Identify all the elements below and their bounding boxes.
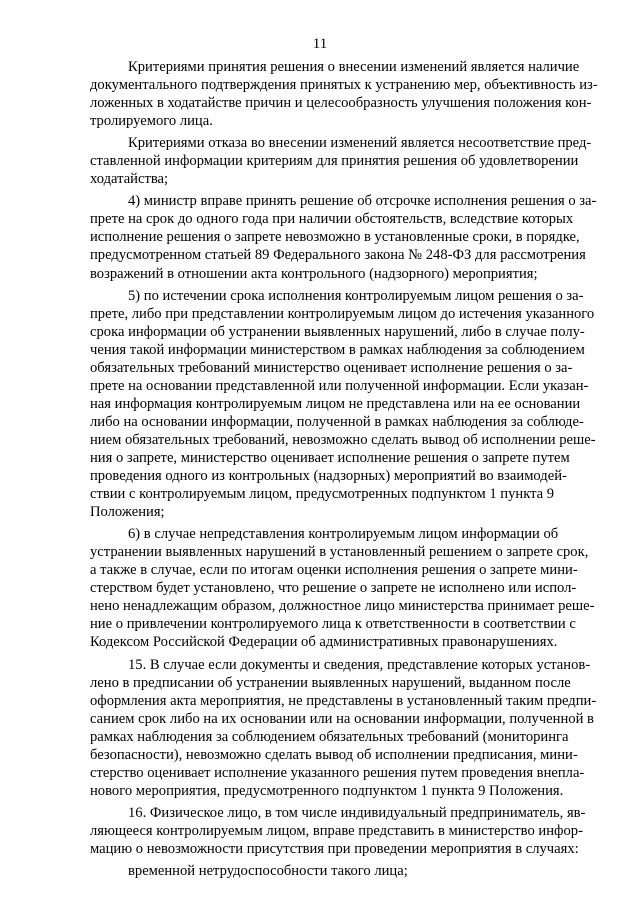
page-number: 11 [312, 36, 328, 52]
document-body [90, 58, 608, 880]
paragraph-clause-16: 16. Физическое лицо, в том числе индивидуальный предприниматель, яв- ляющееся контролируемым лицом, вправе представить в министерство инфор- мацию о невозможности присутствия при проведении мероприятия в случаях: [90, 804, 586, 857]
paragraph-item-4: 4) министр вправе принять решение об отсрочке исполнения решения о за- прете на срок до одного года при наличии обстоятельств, вследствие которых исполнение решения о запрете невозможно в установленные сроки, в порядке, предусмотренном статьей 89 Федерального закона № 248-ФЗ для рассмотрения возражений в отношении акта контрольного (надзорного) мероприятия; [90, 193, 597, 282]
paragraph-item-5: 5) по истечении срока исполнения контролируемым лицом решения о за- прете, либо при представлении контролируемым лицом до истечения указанного срока информации об устранении выявленных нарушений, либо в случае полу- чения такой информации министерством в рамках наблюдения за соблюдением обязательных требований министерство оценивает исполнение решения о за- прете на основании представленной или полученной информации. Если указан- ная информация контролируемым лицом не представлена или на ее основании либо на основании информации, полученной в рамках наблюдения за соблюде- нием обязательных требований, невозможно сделать вывод об исполнении реше- ния о запрете, министерство оценивает исполнение решения о запрете путем проведения одного из контрольных (надзорных) мероприятий во взаимодей- ствии с контролируемым лицом, предусмотренных подпунктом 1 пункта 9 Положения; [90, 287, 596, 521]
paragraph-criteria-accept: Критериями принятия решения о внесении изменений является наличие документального подтверждения принятых к устранению мер, объективность из- ложенных в ходатайстве причин и целесообразность улучшения положения кон- тролируемого лица. [90, 59, 598, 130]
paragraph-temporary-disability: временной нетрудоспособности такого лица; [128, 863, 408, 880]
paragraph-clause-15: 15. В случае если документы и сведения, представление которых установ- лено в предписании об устранении выявленных нарушений, выданном после оформления акта мероприятия, не представлены в установленный таким предпи- санием срок либо на их основании или на основании информации, полученной в рамках наблюдения за соблюдением обязательных требований (мониторинга безопасности), невозможно сделать вывод об исполнении предписания, мини- стерство оценивает исполнение указанного решения путем проведения внепла- нового мероприятия, предусмотренного подпунктом 1 пункта 9 Положения. [90, 656, 597, 799]
paragraph-criteria-refuse: Критериями отказа во внесении изменений является несоответствие пред- ставленной информации критериям для принятия решения об удовлетворении ходатайства; [90, 135, 592, 188]
paragraph-item-6: 6) в случае непредставления контролируемым лицом информации об устранении выявленных нарушений в установленный решением о запрете срок, а также в случае, если по итогам оценки исполнения решения о запрете мини- стерством будет установлено, что решение о запрете не исполнено или испол- нено ненадлежащим образом, должностное лицо министерства принимает реше- ние о привлечении контролируемого лица к ответственности в соответствии с Кодексом Российской Федерации об административных правонарушениях. [90, 526, 595, 651]
